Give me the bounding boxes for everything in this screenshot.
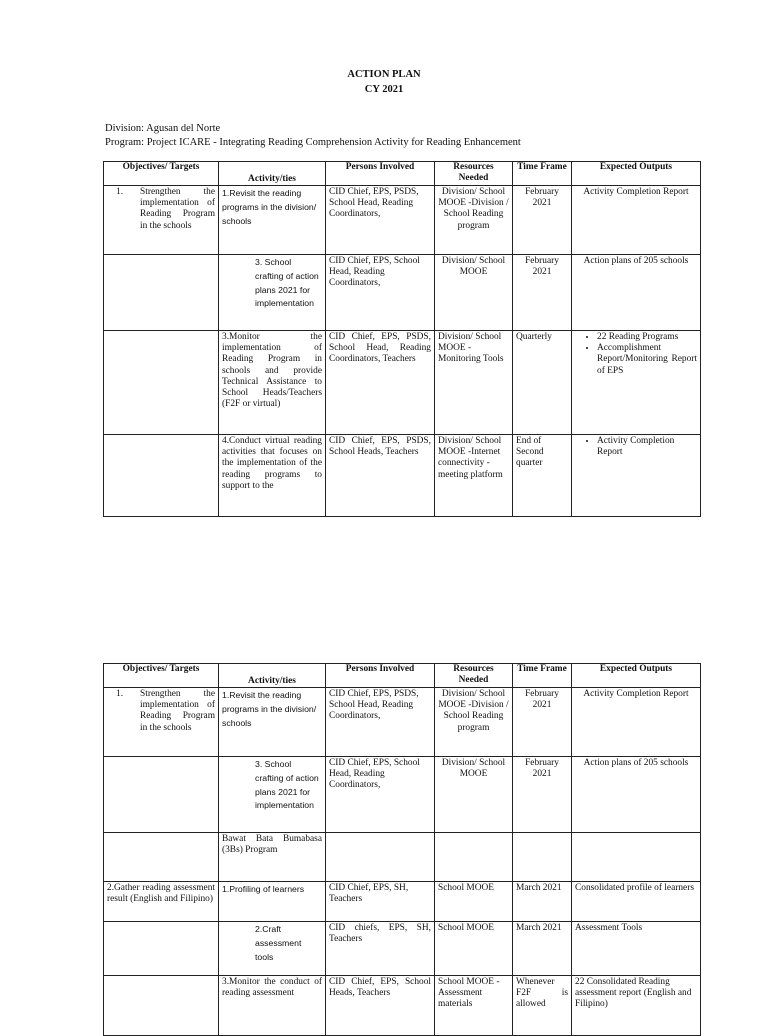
outputs-cell: Assessment Tools	[572, 922, 701, 976]
program-value: : Project ICARE - Integrating Reading Comprehension Activity for Reading Enhancement	[141, 137, 521, 148]
document-subtitle: CY 2021	[364, 84, 404, 95]
activity-cell: 4.Conduct virtual reading activities that focuses on the implementation of the reading programs to support to the	[219, 435, 326, 517]
outputs-cell: 22 Consolidated Reading assessment report (English and Filipino)	[572, 976, 701, 1036]
activity-cell: 1.Profiling of learners	[219, 882, 326, 922]
table-row	[104, 186, 701, 255]
objective-cell	[104, 435, 219, 517]
outputs-cell	[572, 435, 701, 517]
outputs-cell: Activity Completion Report	[572, 186, 701, 255]
persons-cell: CID chiefs, EPS, SH, Teachers	[326, 922, 435, 976]
activity-cell: 3.Monitor the conduct of reading assessment	[219, 976, 326, 1036]
resources-cell: Division/ School MOOE	[435, 757, 513, 833]
table-row	[104, 757, 701, 833]
time-cell: February 2021	[513, 757, 572, 833]
table-row	[104, 688, 701, 757]
header-outputs: Expected Outputs	[572, 162, 701, 186]
persons-cell: CID Chief, EPS, SH, Teachers	[326, 882, 435, 922]
output-item: • 22 Reading Programs	[597, 332, 697, 343]
resources-cell: Division/ School MOOE -Division / School Reading program	[435, 688, 513, 757]
header-activities: Activity/ties	[219, 162, 326, 186]
resources-cell: School MOOE -Assessment materials	[435, 976, 513, 1036]
time-cell: March 2021	[513, 882, 572, 922]
objective-cell	[104, 922, 219, 976]
persons-cell: CID Chief, EPS, PSDS, School Head, Reading Coordinators,	[326, 186, 435, 255]
action-plan-table-2	[103, 663, 701, 1036]
time-cell: February 2021	[513, 688, 572, 757]
table-row	[104, 255, 701, 331]
table-row	[104, 435, 701, 517]
time-cell: End of Second quarter	[513, 435, 572, 517]
header-objectives: Objectives/ Targets	[104, 162, 219, 186]
action-plan-table-1	[103, 161, 701, 517]
objective-text: Strengthen the implementation of Reading Program in the schools	[140, 187, 215, 231]
objective-cell	[104, 833, 219, 882]
activity-cell: 1.Revisit the reading programs in the division/ schools	[219, 688, 326, 757]
objective-number: 1.	[116, 689, 124, 699]
table-row	[104, 976, 701, 1036]
document-title: ACTION PLAN	[347, 69, 421, 80]
outputs-cell: Action plans of 205 schools	[572, 757, 701, 833]
output-item: • Accomplishment Report/Monitoring Report of EPS	[597, 343, 697, 377]
header-resources: Resources Needed	[435, 162, 513, 186]
activity-cell: 3.Monitor the implementation of Reading Program in schools and provide Technical Assistance to School Heads/Teachers (F2F or virtual)	[219, 331, 326, 435]
table-row	[104, 331, 701, 435]
objective-cell	[104, 331, 219, 435]
outputs-cell	[572, 833, 701, 882]
persons-cell: CID Chief, EPS, PSDS, School Heads, Teachers	[326, 435, 435, 517]
outputs-cell: Consolidated profile of learners	[572, 882, 701, 922]
activity-cell: 2.Craft assessment tools	[219, 922, 326, 976]
table-row	[104, 922, 701, 976]
header-outputs: Expected Outputs	[572, 664, 701, 688]
objective-cell: 2.Gather reading assessment result (English and Filipino)	[104, 882, 219, 922]
table-header-row	[104, 162, 701, 186]
persons-cell: CID Chief, EPS, PSDS, School Head, Reading Coordinators,	[326, 688, 435, 757]
table-row	[104, 882, 701, 922]
header-persons: Persons Involved	[326, 664, 435, 688]
header-time: Time Frame	[513, 162, 572, 186]
outputs-cell	[572, 331, 701, 435]
division-line	[105, 123, 220, 134]
header-activities: Activity/ties	[219, 664, 326, 688]
table-header-row	[104, 664, 701, 688]
time-cell: Quarterly	[513, 331, 572, 435]
resources-cell: Division/ School MOOE	[435, 255, 513, 331]
objective-cell	[104, 976, 219, 1036]
objective-cell	[104, 255, 219, 331]
resources-cell: School MOOE	[435, 882, 513, 922]
time-cell: Whenever F2F is allowed	[513, 976, 572, 1036]
output-item: • Activity Completion Report	[597, 436, 697, 458]
resources-cell: Division/ School MOOE -Internet connectivity -meeting platform	[435, 435, 513, 517]
division-value: Agusan del Norte	[146, 123, 221, 134]
time-cell: March 2021	[513, 922, 572, 976]
objective-cell	[104, 186, 219, 255]
table-row	[104, 833, 701, 882]
objective-cell	[104, 757, 219, 833]
time-cell	[513, 833, 572, 882]
resources-cell: School MOOE	[435, 922, 513, 976]
resources-cell: Division/ School MOOE -Division / School Reading program	[435, 186, 513, 255]
activity-cell: 3. School crafting of action plans 2021 for implementation	[219, 757, 326, 833]
outputs-cell: Action plans of 205 schools	[572, 255, 701, 331]
objective-number: 1.	[116, 187, 124, 197]
resources-cell	[435, 833, 513, 882]
header-persons: Persons Involved	[326, 162, 435, 186]
time-cell: February 2021	[513, 186, 572, 255]
resources-cell: Division/ School MOOE -Monitoring Tools	[435, 331, 513, 435]
outputs-cell: Activity Completion Report	[572, 688, 701, 757]
time-cell: February 2021	[513, 255, 572, 331]
persons-cell	[326, 833, 435, 882]
program-line	[105, 137, 521, 148]
activity-cell: 3. School crafting of action plans 2021 for implementation	[219, 255, 326, 331]
persons-cell: CID Chief, EPS, School Heads, Teachers	[326, 976, 435, 1036]
activity-cell: Bawat Bata Bumabasa (3Bs) Program	[219, 833, 326, 882]
objective-cell	[104, 688, 219, 757]
activity-cell: 1.Revisit the reading programs in the division/ schools	[219, 186, 326, 255]
persons-cell: CID Chief, EPS, School Head, Reading Coordinators,	[326, 255, 435, 331]
division-label: Division:	[105, 123, 145, 134]
header-objectives: Objectives/ Targets	[104, 664, 219, 688]
persons-cell: CID Chief, EPS, School Head, Reading Coordinators,	[326, 757, 435, 833]
persons-cell: CID Chief, EPS, PSDS, School Head, Reading Coordinators, Teachers	[326, 331, 435, 435]
objective-text: Strengthen the implementation of Reading Program in the schools	[140, 689, 215, 733]
header-resources: Resources Needed	[435, 664, 513, 688]
program-label: Program	[105, 137, 142, 148]
header-time: Time Frame	[513, 664, 572, 688]
